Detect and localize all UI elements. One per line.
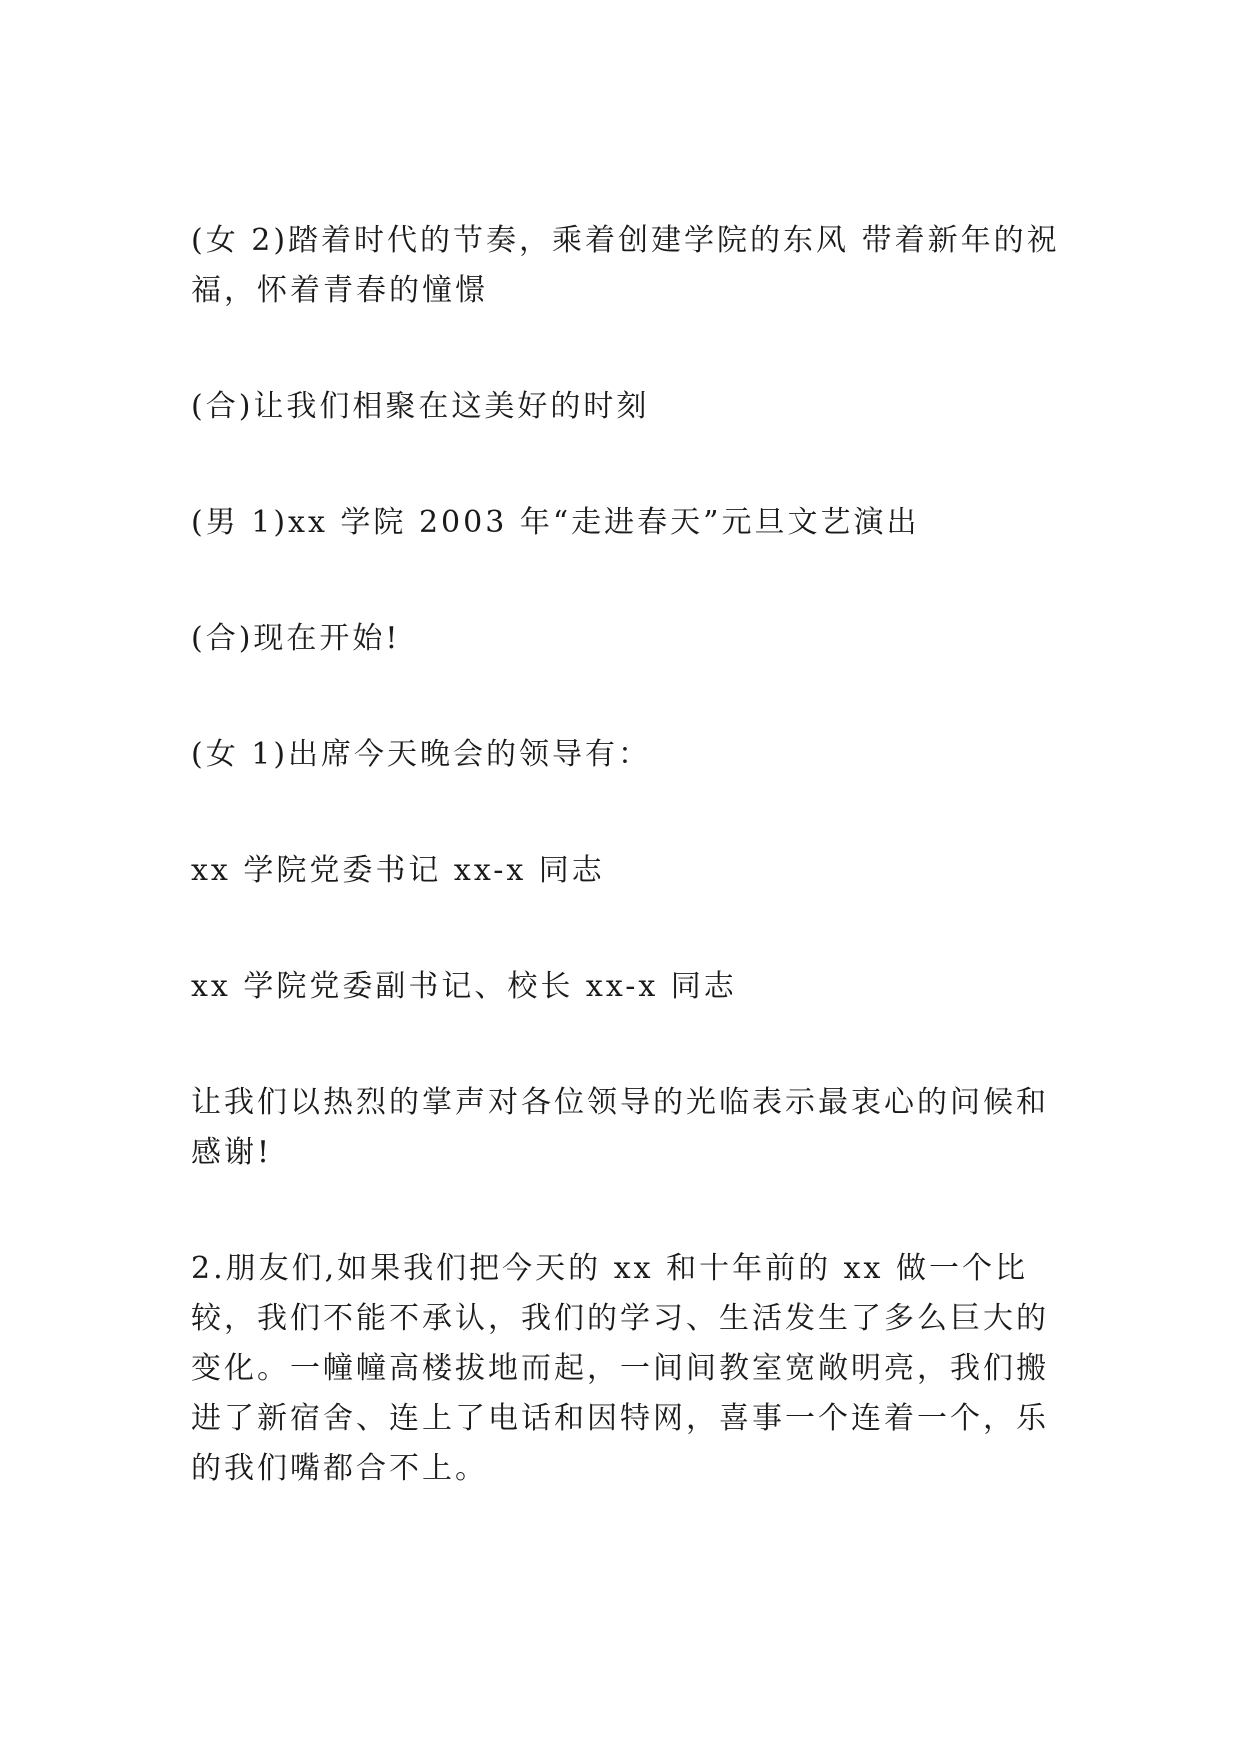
paragraph-together-gather: (合)让我们相聚在这美好的时刻 <box>191 389 650 424</box>
paragraph-male1-event-title: (男 1)xx 学院 2003 年“走进春天”元旦文艺演出 <box>191 505 920 540</box>
paragraph-section-2: 2.朋友们,如果我们把今天的 xx 和十年前的 xx 做一个比较，我们不能不承认，我们的学习、生活发生了多么巨大的变化。一幢幢高楼拔地而起，一间间教室宽敞明亮，我们搬进了新宿舍、连上了电话和因特网，喜事一个连着一个，乐的我们嘴都合不上。 <box>191 1251 1049 1486</box>
paragraph-leader-secretary: xx 学院党委书记 xx-x 同志 <box>191 853 605 888</box>
paragraph-together-start: (合)现在开始! <box>191 621 401 656</box>
paragraph-applause: 让我们以热烈的掌声对各位领导的光临表示最衷心的问候和感谢! <box>191 1085 1049 1170</box>
paragraph-leader-deputy-secretary: xx 学院党委副书记、校长 xx-x 同志 <box>191 969 737 1004</box>
document-body <box>191 216 1063 1494</box>
paragraph-female1-leaders-intro: (女 1)出席今天晚会的领导有： <box>191 737 652 772</box>
paragraph-female2-opening: (女 2)踏着时代的节奏，乘着创建学院的东风 带着新年的祝福，怀着青春的憧憬 <box>191 223 1060 308</box>
